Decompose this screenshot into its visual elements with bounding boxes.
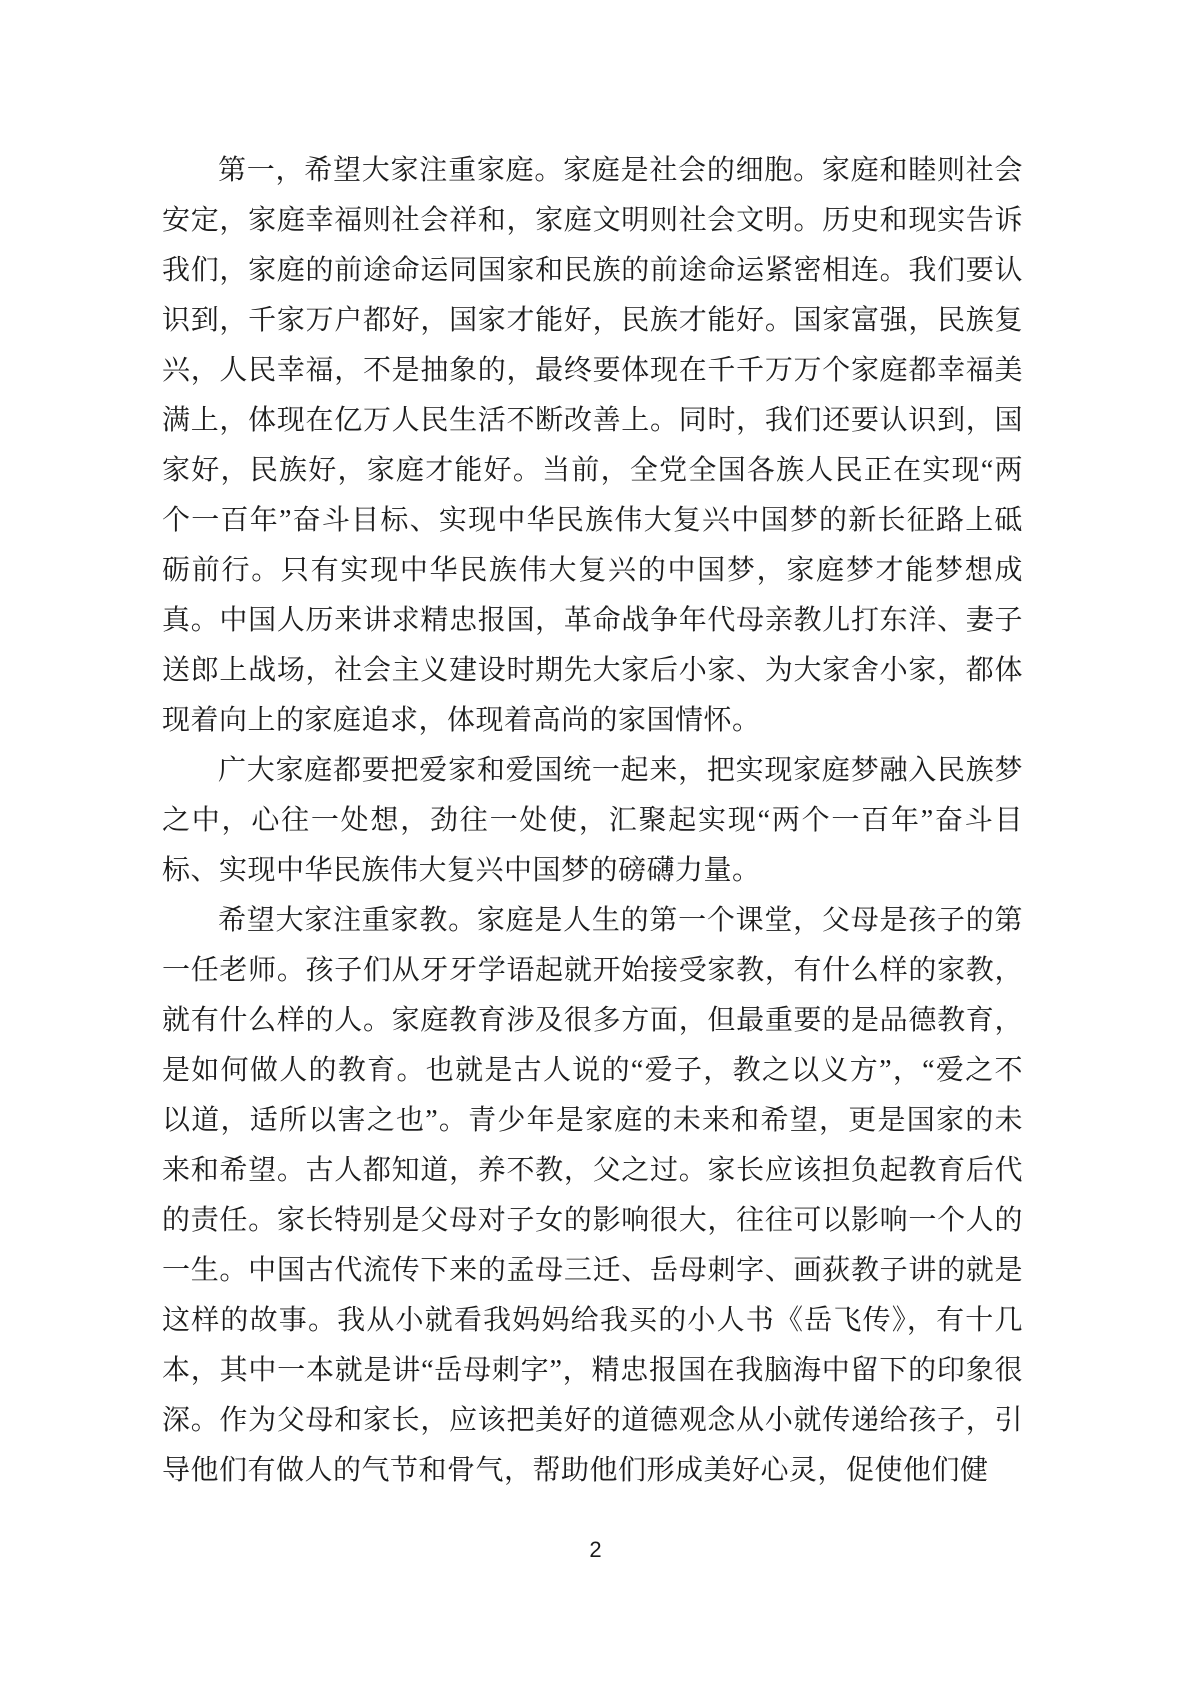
paragraph-family-importance: 第一，希望大家注重家庭。家庭是社会的细胞。家庭和睦则社会安定，家庭幸福则社会祥和，家庭文明则社会文明。历史和现实告诉我们，家庭的前途命运同国家和民族的前途命运紧密相连。我们要认识到，千家万户都好，国家才能好，民族才能好。国家富强，民族复兴，人民幸福，不是抽象的，最终要体现在千千万万个家庭都幸福美满上，体现在亿万人民生活不断改善上。同时，我们还要认识到，国家好，民族好，家庭才能好。当前，全党全国各族人民正在实现“两个一百年”奋斗目标、实现中华民族伟大复兴中国梦的新长征路上砥砺前行。只有实现中华民族伟大复兴的中国梦，家庭梦才能梦想成真。中国人历来讲求精忠报国，革命战争年代母亲教儿打东洋、妻子送郎上战场，社会主义建设时期先大家后小家、为大家舍小家，都体现着向上的家庭追求，体现着高尚的家国情怀。: [162, 155, 1023, 736]
document-text-block: [162, 146, 1023, 1496]
page-number: 2: [589, 1537, 602, 1562]
paragraph-family-dream: 广大家庭都要把爱家和爱国统一起来，把实现家庭梦融入民族梦之中，心往一处想，劲往一处使，汇聚起实现“两个一百年”奋斗目标、实现中华民族伟大复兴中国梦的磅礴力量。: [162, 755, 1023, 886]
paragraph-family-education: 希望大家注重家教。家庭是人生的第一个课堂，父母是孩子的第一任老师。孩子们从牙牙学语起就开始接受家教，有什么样的家教，就有什么样的人。家庭教育涉及很多方面，但最重要的是品德教育，是如何做人的教育。也就是古人说的“爱子，教之以义方”，“爱之不以道，适所以害之也”。青少年是家庭的未来和希望，更是国家的未来和希望。古人都知道，养不教，父之过。家长应该担负起教育后代的责任。家长特别是父母对子女的影响很大，往往可以影响一个人的一生。中国古代流传下来的孟母三迁、岳母刺字、画荻教子讲的就是这样的故事。我从小就看我妈妈给我买的小人书《岳飞传》，有十几本，其中一本就是讲“岳母刺字”，精忠报国在我脑海中留下的印象很深。作为父母和家长，应该把美好的道德观念从小就传递给孩子，引导他们有做人的气节和骨气，帮助他们形成美好心灵，促使他们健: [162, 905, 1023, 1486]
